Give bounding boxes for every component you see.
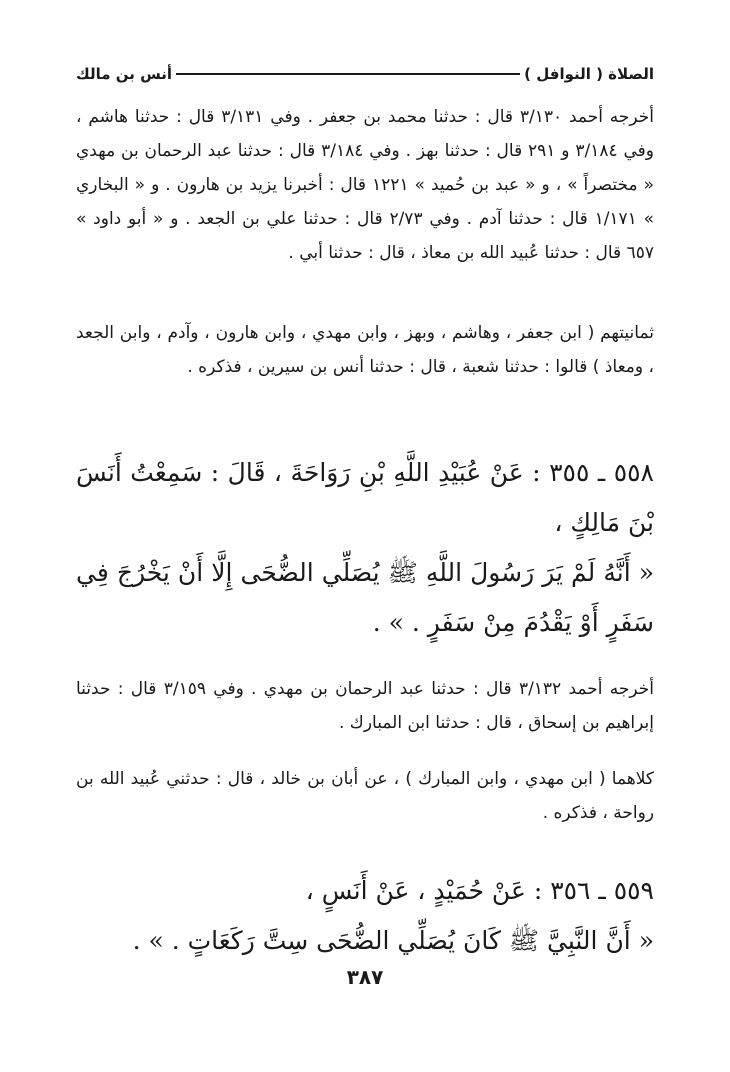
- hadith-558: [76, 448, 654, 648]
- chain-paragraph-2: [76, 762, 654, 830]
- header-chapter-title: الصلاة ( النوافل ): [524, 65, 654, 83]
- header-narrator-title: أنس بن مالك: [76, 65, 173, 83]
- hadith-558-isnad: ٥٥٨ ـ ٣٥٥ : عَنْ عُبَيْدِ اللَّهِ بْنِ رَوَاحَةَ ، قَالَ : سَمِعْتُ أَنَسَ بْنَ مَالِكٍ ،: [76, 458, 654, 537]
- hadith-559-matn: « أَنَّ النَّبِيَّ ﷺ كَانَ يُصَلِّي الضُّحَى سِتَّ رَكَعَاتٍ . » .: [132, 926, 654, 955]
- page-number: ٣٨٧: [346, 965, 384, 989]
- chain-text-2: كلاهما ( ابن مهدي ، وابن المبارك ) ، عن أبان بن خالد ، قال : حدثني عُبيد الله بن رواحة ، فذكره .: [76, 769, 654, 823]
- running-header: [76, 60, 654, 88]
- takhrij-text-2: أخرجه أحمد ٣/١٣٢ قال : حدثنا عبد الرحمان بن مهدي . وفي ٣/١٥٩ قال : حدثنا إبراهيم بن إسحاق ، قال : حدثنا ابن المبارك .: [76, 679, 654, 733]
- takhrij-text: أخرجه أحمد ٣/١٣٠ قال : حدثنا محمد بن جعفر . وفي ٣/١٣١ قال : حدثنا هاشم ، وفي ٣/١٨٤ و ٢٩١ قال : حدثنا بهز . وفي ٣/١٨٤ قال : حدثنا عبد الرحمان بن مهدي « مختصراً » ، و « عبد بن حُميد » ١٢٢١ قال : أخبرنا يزيد بن هارون . و « البخاري » ١/١٧١ قال : حدثنا آدم . وفي ٢/٧٣ قال : حدثنا علي بن الجعد . و « أبو داود » ٦٥٧ قال : حدثنا عُبيد الله بن معاذ ، قال : حدثنا أبي .: [76, 107, 654, 263]
- hadith-559: [76, 866, 654, 966]
- header-rule: [176, 73, 520, 75]
- hadith-558-matn: « أَنَّهُ لَمْ يَرَ رَسُولَ اللَّهِ ﷺ يُصَلِّي الضُّحَى إِلَّا أَنْ يَخْرُجَ فِي سَفَرٍ أَوْ يَقْدُمَ مِنْ سَفَرٍ . » .: [76, 558, 654, 637]
- chain-text: ثمانيتهم ( ابن جعفر ، وهاشم ، وبهز ، وابن مهدي ، وابن هارون ، وآدم ، وابن الجعد ، ومعاذ ) قالوا : حدثنا شعبة ، قال : حدثنا أنس بن سيرين ، فذكره .: [76, 323, 654, 377]
- takhrij-paragraph: [76, 100, 654, 270]
- hadith-559-isnad: ٥٥٩ ـ ٣٥٦ : عَنْ حُمَيْدٍ ، عَنْ أَنَسٍ ،: [305, 876, 654, 905]
- chain-paragraph: [76, 316, 654, 384]
- takhrij-paragraph-2: [76, 672, 654, 740]
